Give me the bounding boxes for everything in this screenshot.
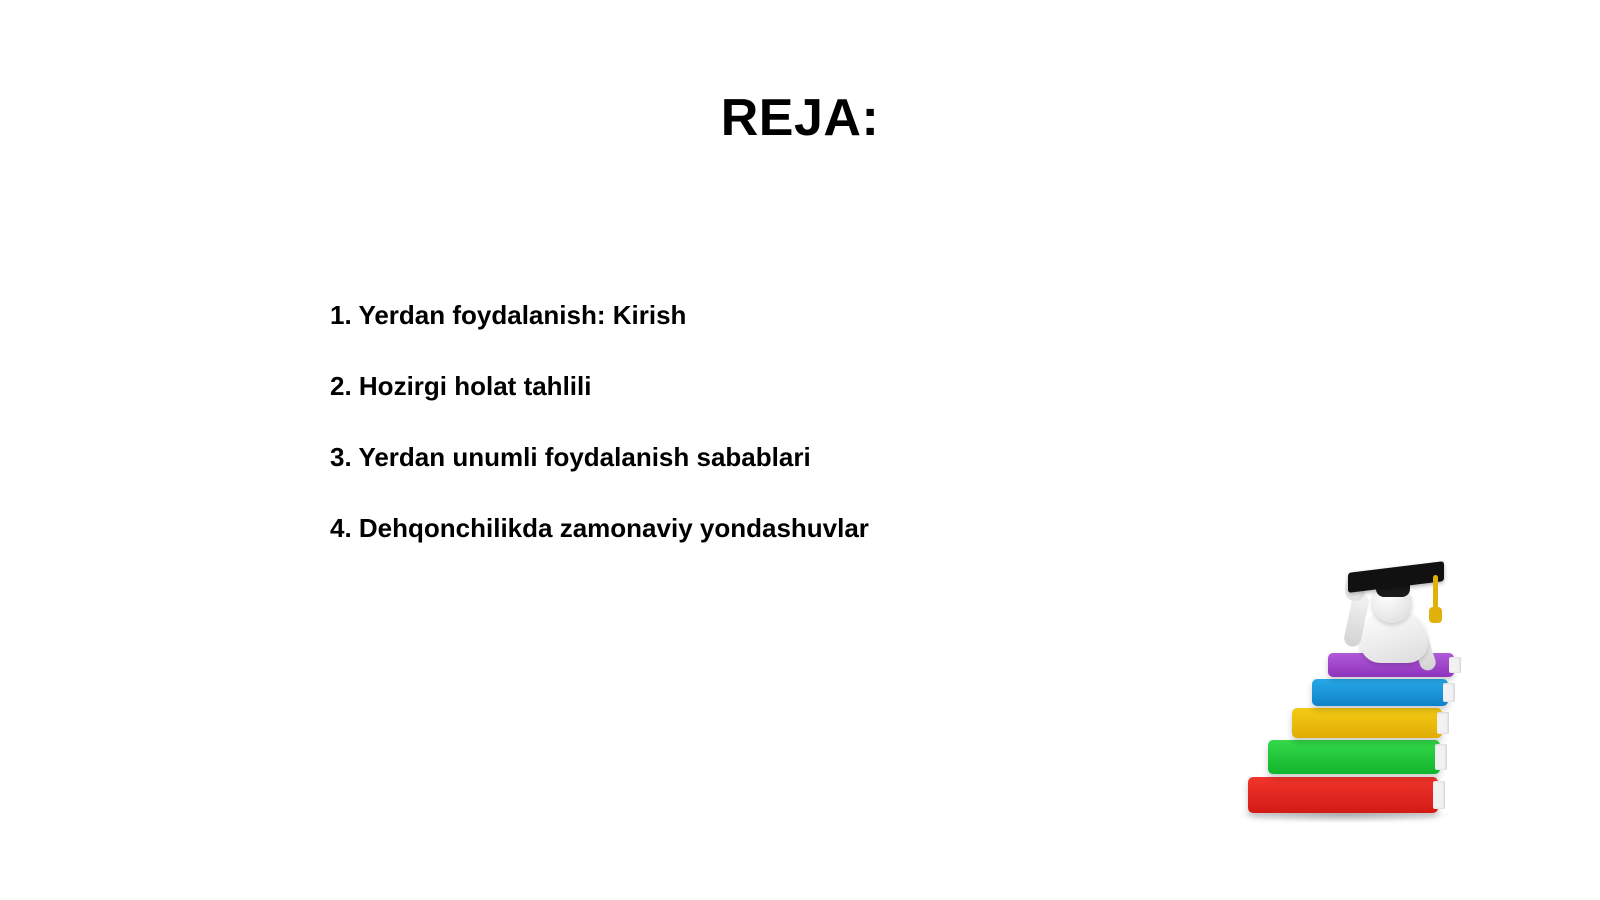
book-green-icon bbox=[1268, 740, 1440, 774]
book-pages bbox=[1437, 712, 1449, 734]
list-item: 1. Yerdan foydalanish: Kirish bbox=[330, 300, 687, 330]
book-red-icon bbox=[1248, 777, 1438, 813]
book-pages bbox=[1443, 683, 1455, 702]
graduation-tassel-icon bbox=[1433, 575, 1438, 611]
graduation-tassel-knot-icon bbox=[1429, 607, 1442, 623]
graduate-on-books-illustration bbox=[1230, 545, 1520, 840]
list-item: 3. Yerdan unumli foydalanish sabablari bbox=[330, 442, 811, 472]
list-item: 4. Dehqonchilikda zamonaviy yondashuvlar bbox=[330, 513, 869, 543]
book-pages bbox=[1435, 744, 1447, 770]
book-blue-icon bbox=[1312, 679, 1448, 706]
book-pages bbox=[1433, 781, 1445, 809]
plan-list bbox=[330, 300, 1330, 544]
book-yellow-icon bbox=[1292, 708, 1442, 738]
book-pages bbox=[1449, 657, 1461, 673]
page-title: REJA: bbox=[720, 89, 880, 147]
list-item: 2. Hozirgi holat tahlili bbox=[330, 371, 592, 401]
